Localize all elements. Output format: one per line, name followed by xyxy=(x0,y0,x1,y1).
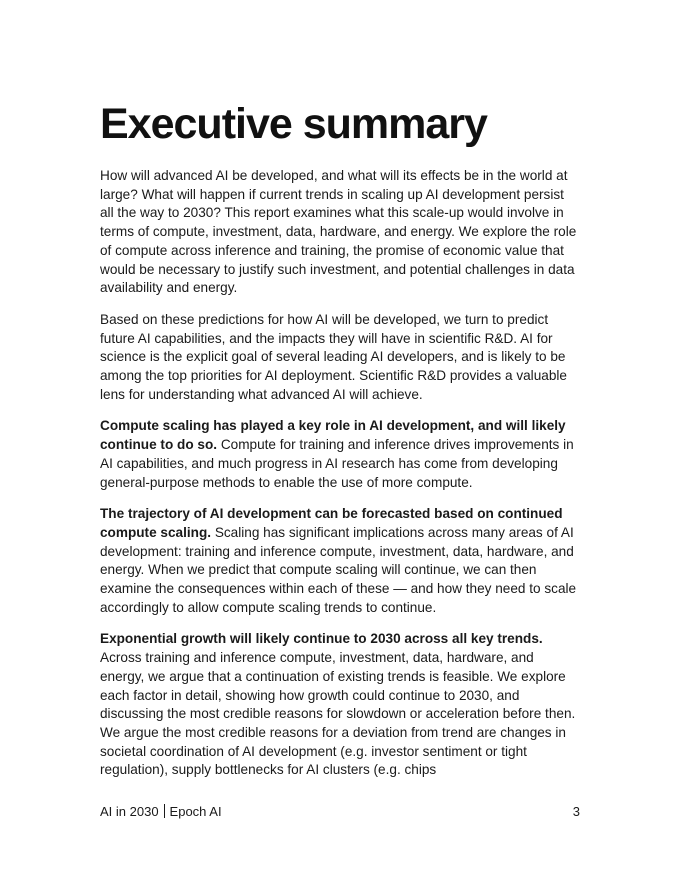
paragraph xyxy=(100,505,580,617)
footer-source xyxy=(100,803,222,821)
footer-report-title: AI in 2030 xyxy=(100,804,159,819)
body-text xyxy=(100,167,580,793)
paragraph-lead: Compute scaling has played a key role in AI development, and will likely continue to do so. xyxy=(100,418,566,453)
paragraph-lead: The trajectory of AI development can be forecasted based on continued compute scaling. xyxy=(100,506,563,540)
paragraph-text: Scaling has significant implications across many areas of AI development: training and inference compute, investment, data, hardware, and energy. When we predict that compute scaling will continue, we can then examine the consequences within each of these — and how they need to scale accordingly to allow compute scaling trends to continue. xyxy=(100,524,577,615)
paragraph-text: Across training and inference compute, investment, data, hardware, and energy, we argue that a continuation of existing trends is feasible. We explore each factor in detail, showing how growth could continue to 2030, and discussing the most credible reasons for slowdown or acceleration before then. We argue the most credible reasons for a deviation from trend are changes in societal coordination of AI development (e.g. investor sentiment or tight regulation), supply bottlenecks for AI clusters (e.g. chips xyxy=(100,650,576,778)
paragraph-text: Compute for training and inference drives improvements in AI capabilities, and much progress in AI research has come from developing general-purpose methods to enable the use of more compute. xyxy=(100,437,574,490)
footer-org: Epoch AI xyxy=(169,804,222,819)
paragraph xyxy=(100,311,580,405)
paragraph xyxy=(100,630,580,780)
paragraph xyxy=(100,167,580,298)
paragraph-text: Based on these predictions for how AI will be developed, we turn to predict future AI capabilities, and the impacts they will have in scientific R&D. AI for science is the explicit goal of several leading AI developers, and is likely to be among the top priorities for AI deployment. Scientific R&D provides a valuable lens for understanding what advanced AI will achieve. xyxy=(100,311,567,402)
footer-divider xyxy=(164,804,165,818)
page-footer xyxy=(100,803,580,821)
paragraph xyxy=(100,417,580,492)
page-number: 3 xyxy=(572,804,580,819)
paragraph-lead: Exponential growth will likely continue to 2030 across all key trends. xyxy=(100,631,543,647)
paragraph-text: How will advanced AI be developed, and what will its effects be in the world at large? What will happen if current trends in scaling up AI development persist all the way to 2030? This report examines what this scale-up would involve in terms of compute, investment, data, hardware, and energy. We explore the role of compute across inference and training, the promise of economic value that would be necessary to justify such investment, and potential challenges in data availability and energy. xyxy=(100,168,577,296)
page-title: Executive summary xyxy=(100,100,487,148)
